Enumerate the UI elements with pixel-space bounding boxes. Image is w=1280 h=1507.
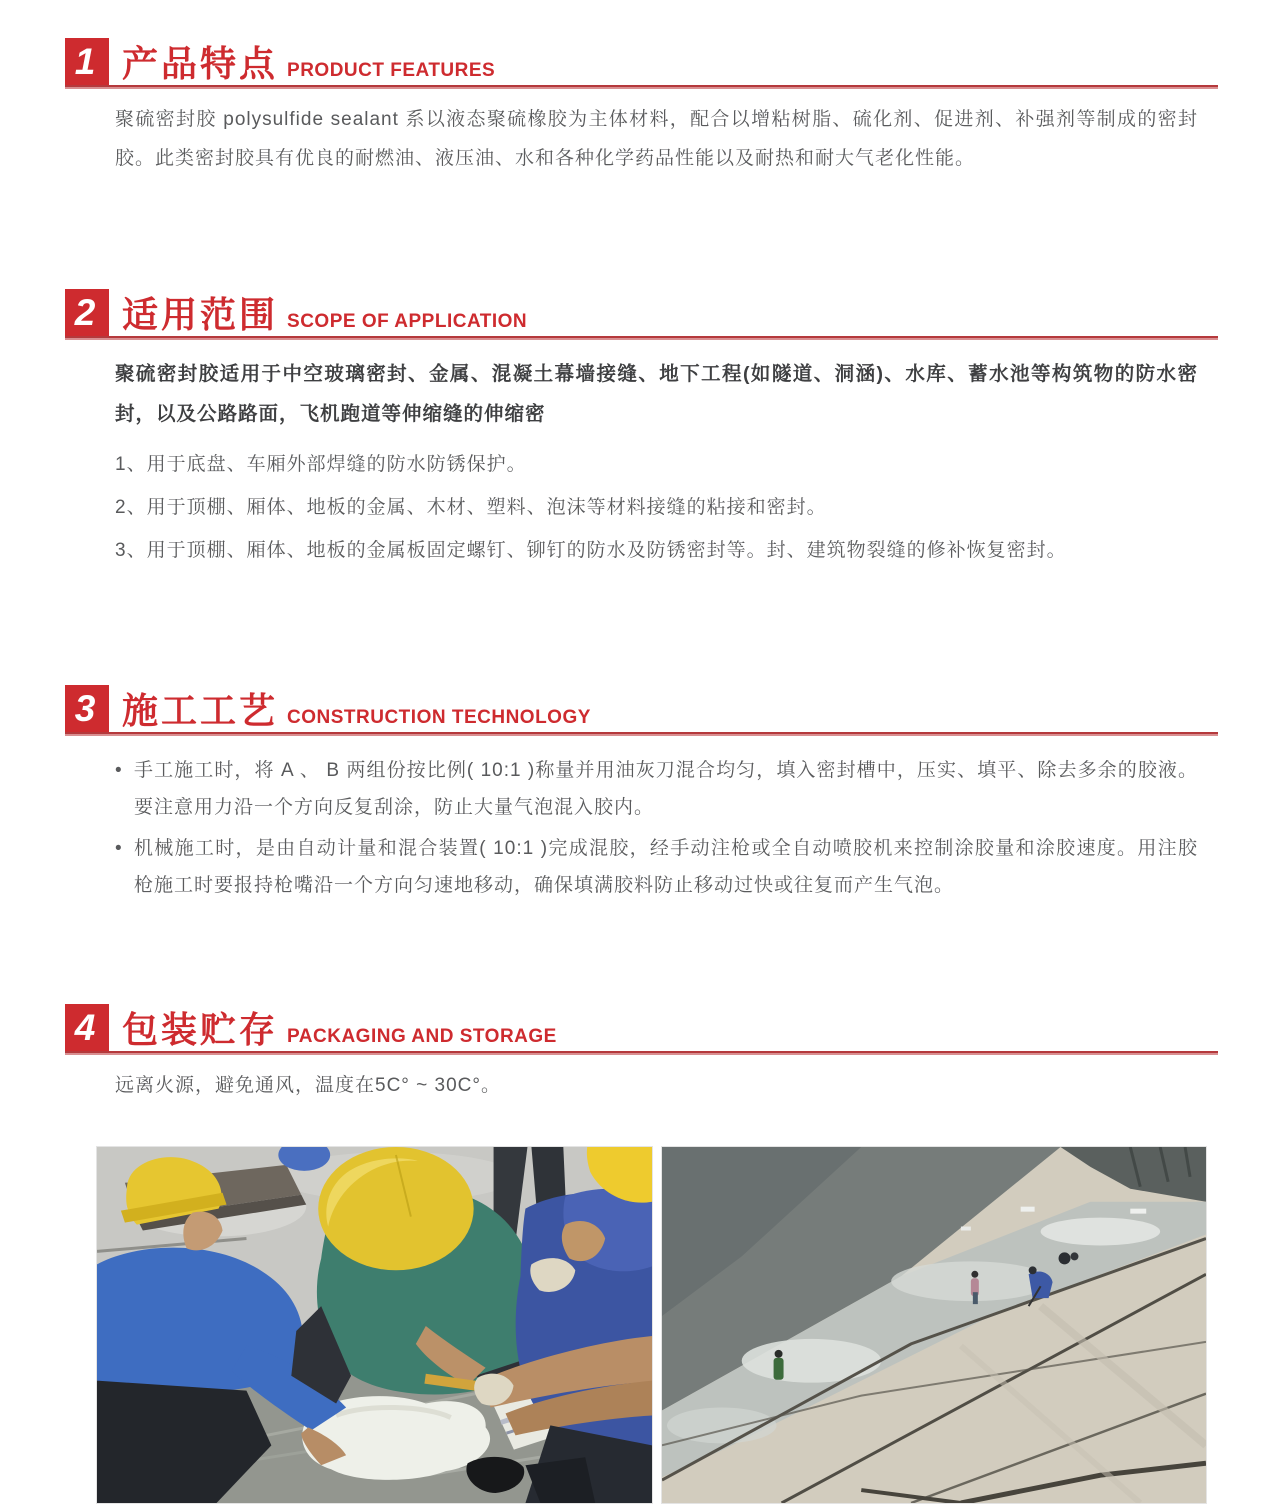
section-1-header [65,40,1218,87]
section-packaging-and-storage [65,1006,1218,1105]
section-1-title-cn: 产品特点 [122,43,279,84]
section-4-title-en: PACKAGING AND STORAGE [287,1026,557,1047]
section-3-number-badge: 3 [65,685,109,732]
concrete-dam-slope-photo [661,1146,1207,1504]
photo-row [96,1146,1218,1504]
section-scope-of-application [65,291,1218,567]
application-list [115,448,1198,567]
section-1-title-en: PRODUCT FEATURES [287,60,496,81]
construction-step-item: • 机械施工时，是由自动计量和混合装置( 10:1 )完成混胶，经手动注枪或全自动喷胶机来控制涂胶量和涂胶速度。用注胶枪施工时要报持枪嘴沿一个方向匀速地移动，确保填满胶料防止移动过快或往复而产生气泡。 [115,830,1198,904]
section-2-title-en: SCOPE OF APPLICATION [287,311,528,332]
section-1-number-badge: 1 [65,38,109,85]
section-2-number-badge: 2 [65,289,109,336]
section-4-number-badge: 4 [65,1004,109,1051]
section-3-body [115,752,1198,904]
section-4-paragraph: 远离火源，避免通风，温度在5C° ~ 30C°。 [115,1075,501,1096]
application-list-item: 1、用于底盘、车厢外部焊缝的防水防锈保护。 [115,454,527,475]
construction-steps-list [115,752,1198,904]
section-2-title-cn: 适用范围 [122,294,279,335]
section-2-header [65,291,1218,338]
section-3-title-cn: 施工工艺 [122,690,279,731]
construction-step-item: • 手工施工时，将 A 、 B 两组份按比例( 10:1 )称量并用油灰刀混合均匀，填入密封槽中，压实、填平、除去多余的胶液。要注意用力沿一个方向反复刮涂，防止大量气泡混入胶内。 [115,752,1198,826]
section-2-lead-paragraph: 聚硫密封胶适用于中空玻璃密封、金属、混凝土幕墙接缝、地下工程(如隧道、洞涵)、水库、蓄水池等构筑物的防水密封，以及公路路面，飞机跑道等伸缩缝的伸缩密 [115,363,1198,425]
application-list-item: 3、用于顶棚、厢体、地板的金属板固定螺钉、铆钉的防水及防锈密封等。封、建筑物裂缝的修补恢复密封。 [115,540,1067,561]
section-4-title-cn: 包装贮存 [122,1009,279,1050]
workers-applying-sealant-photo [96,1146,653,1504]
section-1-paragraph: 聚硫密封胶 polysulfide sealant 系以液态聚硫橡胶为主体材料，配合以增粘树脂、硫化剂、促进剂、补强剂等制成的密封胶。此类密封胶具有优良的耐燃油、液压油、水和各种化学药品性能以及耐热和耐大气老化性能。 [115,109,1198,169]
section-4-header [65,1006,1218,1053]
section-construction-technology [65,687,1218,904]
section-3-title-en: CONSTRUCTION TECHNOLOGY [287,707,591,728]
section-product-features [65,40,1218,178]
worker-figure [774,1350,784,1380]
section-2-body [115,354,1198,567]
dam-slope-photo-illustration [662,1147,1206,1503]
section-1-body [115,100,1198,178]
application-list-item: 2、用于顶棚、厢体、地板的金属、木材、塑料、泡沫等材料接缝的粘接和密封。 [115,497,827,518]
section-3-header [65,687,1218,734]
workers-photo-illustration [97,1147,652,1503]
section-4-body [115,1066,1198,1105]
